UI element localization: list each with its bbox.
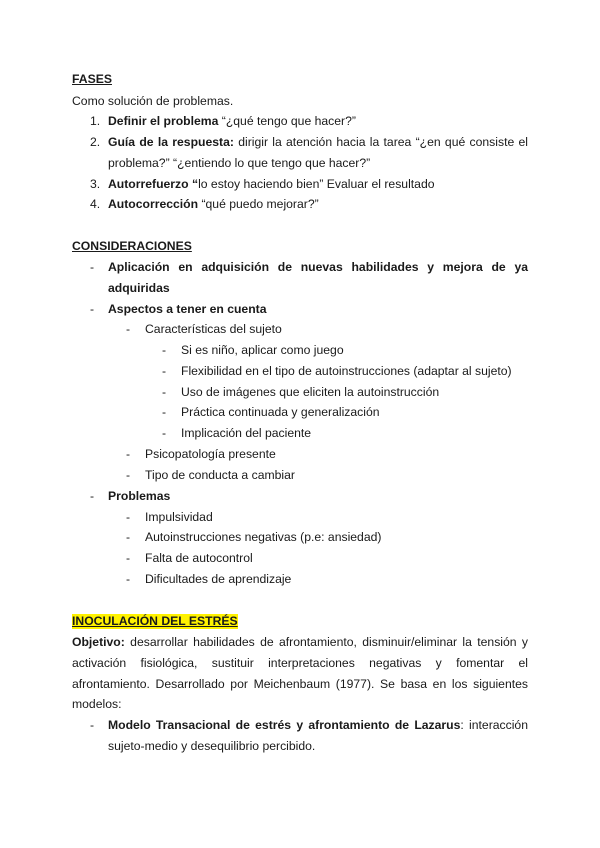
problema-item: Falta de autocontrol [145, 551, 253, 565]
sub-item: Uso de imágenes que eliciten la autoinstrucción [181, 385, 440, 399]
objetivo-line: modelos: [72, 697, 122, 711]
aspecto-item: Psicopatología presente [145, 447, 276, 461]
bullet-dash: - [126, 468, 131, 482]
fases-item-number: 4. [90, 197, 101, 211]
fases-item: Autocorrección “qué puedo mejorar?” [108, 197, 319, 211]
objetivo-line: afrontamiento. Desarrollado por Meichenbaum (1977). Se basa en los siguientes [72, 677, 528, 691]
sub-item: Implicación del paciente [181, 426, 312, 440]
bullet-dash: - [162, 405, 167, 419]
bullet-dash: - [162, 426, 167, 440]
fases-item-number: 3. [90, 177, 101, 191]
bullet-dash: - [90, 302, 95, 316]
objetivo-line: Objetivo: desarrollar habilidades de afrontamiento, disminuir/eliminar la tensión y [72, 635, 528, 649]
bullet-dash: - [162, 343, 167, 357]
modelo-item: Modelo Transacional de estrés y afrontamiento de Lazarus: interacción [108, 718, 528, 732]
fases-intro: Como solución de problemas. [72, 94, 234, 108]
aplicacion-item-continuation: adquiridas [108, 281, 170, 295]
problema-item: Impulsividad [145, 510, 213, 524]
bullet-dash: - [126, 551, 131, 565]
fases-item: Autorrefuerzo “lo estoy haciendo bien” Evaluar el resultado [108, 177, 435, 191]
bullet-dash: - [126, 510, 131, 524]
fases-item-number: 2. [90, 135, 101, 149]
modelo-item-continuation: sujeto-medio y desequilibrio percibido. [108, 739, 316, 753]
bullet-dash: - [126, 530, 131, 544]
bullet-dash: - [126, 447, 131, 461]
fases-item: Guía de la respuesta: dirigir la atención hacia la tarea “¿en qué consiste el [108, 135, 528, 149]
problema-item: Dificultades de aprendizaje [145, 572, 292, 586]
bullet-dash: - [90, 260, 95, 274]
fases-item-continuation: problema?” “¿entiendo lo que tengo que hacer?” [108, 156, 371, 170]
aplicacion-item: Aplicación en adquisición de nuevas habilidades y mejora de ya [108, 260, 528, 274]
problema-item: Autoinstrucciones negativas (p.e: ansiedad) [145, 530, 382, 544]
bullet-dash: - [126, 572, 131, 586]
aspectos-label: Aspectos a tener en cuenta [108, 302, 267, 316]
fases-heading: FASES [72, 72, 112, 86]
bullet-dash: - [90, 489, 95, 503]
consideraciones-heading: CONSIDERACIONES [72, 239, 192, 253]
bullet-dash: - [90, 718, 95, 732]
bullet-dash: - [126, 322, 131, 336]
objetivo-line: activación fisiológica, sustituir interpretaciones negativas y fomentar el [72, 656, 528, 670]
fases-item-number: 1. [90, 114, 101, 128]
bullet-dash: - [162, 364, 167, 378]
fases-item: Definir el problema “¿qué tengo que hacer?” [108, 114, 356, 128]
problemas-label: Problemas [108, 489, 171, 503]
sub-item: Flexibilidad en el tipo de autoinstrucciones (adaptar al sujeto) [181, 364, 512, 378]
bullet-dash: - [162, 385, 167, 399]
sub-item: Si es niño, aplicar como juego [181, 343, 344, 357]
inoculacion-heading: INOCULACIÓN DEL ESTRÉS [72, 614, 238, 628]
sub-item: Práctica continuada y generalización [181, 405, 380, 419]
caracteristicas-item: Características del sujeto [145, 322, 282, 336]
aspecto-item: Tipo de conducta a cambiar [145, 468, 295, 482]
